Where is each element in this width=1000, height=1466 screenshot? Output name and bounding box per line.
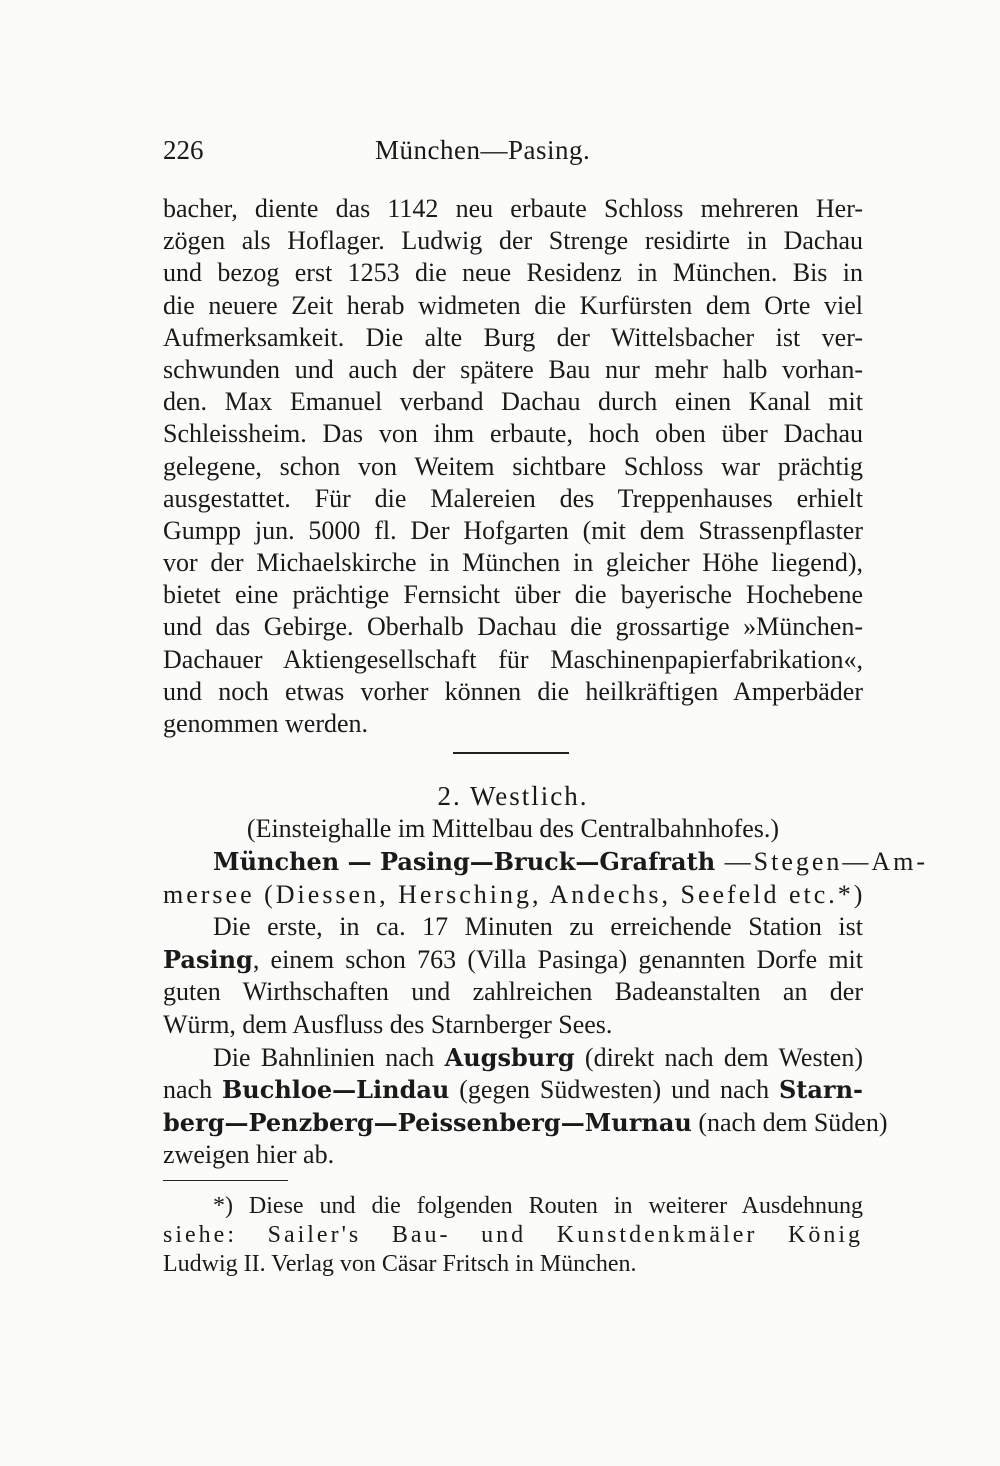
text-line: schwunden und auch der spätere Bau nur mehr halb vorhan- <box>163 354 863 384</box>
text-line: gelegene, schon von Weitem sichtbare Schloss war prächtig <box>163 451 863 481</box>
route-line: mersee (Diessen, Hersching, Andechs, Seefeld etc.*) <box>163 879 866 909</box>
text-line: den. Max Emanuel verband Dachau durch einen Kanal mit <box>163 387 863 417</box>
footnote-divider <box>163 1180 288 1181</box>
section-divider <box>453 752 569 754</box>
station-name: Buchloe—Lindau <box>221 1075 450 1105</box>
page-number: 226 <box>163 135 204 165</box>
text-line: bacher, diente das 1142 neu erbaute Schloss mehreren Her- <box>163 194 863 223</box>
text-line: vor der Michaelskirche in München in gleicher Höhe liegend), <box>163 548 863 578</box>
text-line: und noch etwas vorher können die heilkräftigen Amperbäder <box>163 676 863 706</box>
text-line: nach Buchloe—Lindau (gegen Südwesten) und nach Starn- <box>163 1075 863 1105</box>
text-line: ausgestattet. Für die Malereien des Treppenhauses erhielt <box>163 483 863 513</box>
running-title: München—Pasing. <box>375 135 591 165</box>
text-line: berg—Penzberg—Peissenberg—Murnau (nach dem Süden) <box>163 1107 888 1137</box>
section-subheading: (Einsteighalle im Mittelbau des Centralbahnhofes.) <box>246 814 780 843</box>
footnote-line: siehe: Sailer's Bau- und Kunstdenkmäler König <box>163 1222 863 1248</box>
text-line: Die erste, in ca. 17 Minuten zu erreichende Station ist <box>213 912 863 942</box>
station-name: berg—Penzberg—Peissenberg—Murnau <box>163 1107 692 1137</box>
station-name: Augsburg <box>444 1042 575 1072</box>
footnote-line: *) Diese und die folgenden Routen in weiterer Ausdehnung <box>213 1193 863 1219</box>
text-line: und bezog erst 1253 die neue Residenz in München. Bis in <box>163 258 863 288</box>
text-line: guten Wirthschaften und zahlreichen Badeanstalten an der <box>163 977 863 1007</box>
text-line: Schleissheim. Das von ihm erbaute, hoch oben über Dachau <box>163 419 863 449</box>
text-line: Gumpp jun. 5000 fl. Der Hofgarten (mit dem Strassenpflaster <box>163 515 863 545</box>
text-line: zögen als Hoflager. Ludwig der Strenge residirte in Dachau <box>163 226 863 256</box>
text-line: Dachauer Aktiengesellschaft für Maschinenpapierfabrikation«, <box>163 644 863 674</box>
station-name: Starn- <box>778 1075 863 1105</box>
body-paragraph <box>163 193 863 740</box>
section-body <box>163 846 929 1172</box>
text-line: Die Bahnlinien nach Augsburg (direkt nach dem Westen) <box>213 1042 864 1072</box>
text-line: zweigen hier ab. <box>163 1140 335 1170</box>
section-heading: 2. Westlich. <box>437 781 589 811</box>
route-stations: München — Pasing—Bruck—Grafrath <box>213 847 716 876</box>
text-line: und das Gebirge. Oberhalb Dachau die grossartige »München- <box>163 612 863 642</box>
text-line: Pasing, einem schon 763 (Villa Pasinga) genannten Dorfe mit <box>163 944 863 974</box>
text-line: Würm, dem Ausfluss des Starnberger Sees. <box>163 1009 613 1039</box>
text-line: Aufmerksamkeit. Die alte Burg der Wittelsbacher ist ver- <box>163 322 863 352</box>
text-line: die neuere Zeit herab widmeten die Kurfürsten dem Orte viel <box>163 290 863 320</box>
text-line: bietet eine prächtige Fernsicht über die bayerische Hochebene <box>163 580 863 610</box>
station-name: Pasing <box>163 944 253 974</box>
text-line: genommen werden. <box>163 709 369 738</box>
footnote-line: Ludwig II. Verlag von Cäsar Fritsch in München. <box>163 1251 637 1277</box>
footnote <box>163 1192 863 1279</box>
route-line: München — Pasing—Bruck—Grafrath —Stegen—Am- <box>213 847 929 876</box>
